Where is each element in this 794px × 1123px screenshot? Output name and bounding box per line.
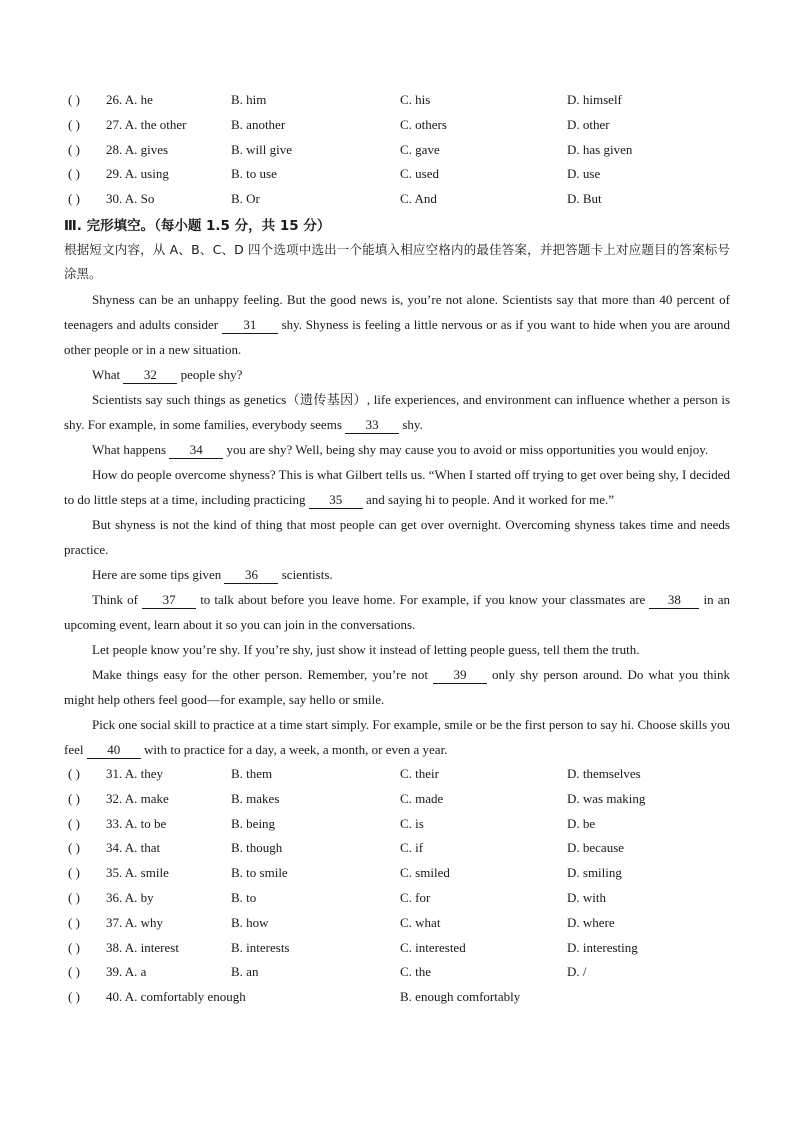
option-b: B. to use: [231, 166, 277, 182]
passage-text: What happens: [92, 441, 170, 457]
question-38: [64, 936, 730, 961]
question-list-bottom: [64, 762, 730, 1010]
blank-40: 40: [87, 742, 141, 759]
blank-32: 32: [123, 367, 177, 384]
option-a: 30. A. So: [106, 191, 155, 207]
passage-paragraph: [64, 712, 730, 762]
option-c: C. others: [400, 116, 447, 132]
passage-paragraph: But shyness is not the kind of thing that most people can get over overnight. Overcoming shyness takes time and needs practice.: [64, 516, 730, 557]
option-a: 37. A. why: [106, 914, 164, 930]
passage-text: How do people overcome shyness? This is what Gilbert tells us. “When I started off trying to get over being shy, I decided to do little steps at a time, including practicing: [64, 466, 730, 507]
option-a: 27. A. the other: [106, 116, 187, 132]
option-a: 38. A. interest: [106, 939, 179, 955]
question-29: [64, 162, 730, 187]
passage-paragraph: Let people know you’re shy. If you’re shy, just show it instead of letting people guess, tell them the truth.: [92, 641, 640, 657]
option-d: D. themselves: [567, 765, 641, 781]
passage-text: Shyness can be an unhappy feeling. But the good news is, you’re not alone. Scientists say that more than 40 percent of teenagers and adults consider: [64, 291, 730, 332]
question-26: [64, 88, 730, 113]
question-list-top: [64, 88, 730, 212]
option-a: 29. A. using: [106, 166, 169, 182]
question-40: [64, 985, 730, 1010]
passage-text: Think of: [92, 591, 143, 607]
passage-text: only shy person around. Do what you think might help others feel good—for example, say hello or smile.: [64, 666, 730, 707]
option-c: C. if: [400, 840, 424, 856]
option-d: D. /: [567, 964, 587, 980]
option-c: C. gave: [400, 141, 440, 157]
option-b: B. how: [231, 914, 269, 930]
passage-paragraph: [64, 562, 730, 587]
question-30: [64, 187, 730, 212]
question-36: [64, 886, 730, 911]
option-b: B. interests: [231, 939, 290, 955]
passage-text: What: [92, 366, 124, 382]
option-d: D. because: [567, 840, 625, 856]
passage-paragraph: [64, 287, 730, 362]
option-a: 28. A. gives: [106, 141, 169, 157]
answer-bracket: ( ): [68, 939, 80, 955]
option-c: C. interested: [400, 939, 466, 955]
question-32: [64, 787, 730, 812]
blank-31: 31: [222, 317, 278, 334]
option-b: B. enough comfortably: [400, 989, 521, 1005]
blank-34: 34: [169, 442, 223, 459]
passage-text: in an upcoming event, learn about it so you can join in the conversations.: [64, 591, 731, 632]
passage-paragraph: [64, 437, 730, 462]
passage-paragraph: [64, 362, 730, 387]
passage-paragraph: [64, 662, 730, 712]
section-instructions: 根据短文内容，从 A、B、C、D 四个选项中选出一个能填入相应空格内的最佳答案，并把答题卡上对应题目的答案标号涂黑。: [64, 241, 730, 282]
option-d: D. was making: [567, 790, 646, 806]
option-a: 31. A. they: [106, 765, 164, 781]
option-d: D. has given: [567, 141, 633, 157]
option-c: C. what: [400, 914, 441, 930]
passage-paragraph: [64, 462, 730, 512]
answer-bracket: ( ): [68, 790, 80, 806]
passage-text: Pick one social skill to practice at a time start simply. For example, smile or be the first person to say hi. Choose skills you feel: [64, 716, 730, 757]
question-33: [64, 812, 730, 837]
answer-bracket: ( ): [68, 141, 80, 157]
answer-bracket: ( ): [68, 191, 80, 207]
answer-bracket: ( ): [68, 92, 80, 107]
question-28: [64, 138, 730, 163]
option-d: D. with: [567, 889, 606, 905]
passage-paragraph: [64, 587, 730, 637]
answer-bracket: ( ): [68, 765, 80, 781]
option-c: C. made: [400, 790, 444, 806]
option-d: D. be: [567, 815, 596, 831]
option-b: B. though: [231, 840, 283, 856]
option-b: B. Or: [231, 191, 260, 207]
option-b: B. another: [231, 116, 286, 132]
option-b: B. being: [231, 815, 276, 831]
option-c: C. for: [400, 889, 431, 905]
option-d: D. where: [567, 914, 615, 930]
passage-text: Make things easy for the other person. Remember, you’re not: [92, 666, 433, 682]
option-b: B. to smile: [231, 865, 288, 881]
option-c: C. is: [400, 815, 424, 831]
option-c: C. used: [400, 166, 439, 182]
passage-text: people shy?: [177, 366, 243, 382]
question-37: [64, 911, 730, 936]
option-a: 35. A. smile: [106, 865, 169, 881]
question-34: [64, 836, 730, 861]
option-a: 40. A. comfortably enough: [106, 989, 246, 1005]
question-27: [64, 113, 730, 138]
answer-bracket: ( ): [68, 989, 80, 1005]
option-d: D. But: [567, 191, 602, 207]
blank-33: 33: [345, 417, 399, 434]
option-d: D. use: [567, 166, 601, 182]
option-c: C. smiled: [400, 865, 450, 881]
cloze-passage: [64, 287, 730, 762]
option-b: B. an: [231, 964, 259, 980]
passage-text: Here are some tips given: [92, 566, 225, 582]
option-b: B. to: [231, 889, 257, 905]
passage-text: with to practice for a day, a week, a month, or even a year.: [140, 741, 448, 757]
passage-paragraph: [64, 387, 730, 437]
option-a: 34. A. that: [106, 840, 161, 856]
option-d: D. other: [567, 116, 610, 132]
option-c: C. their: [400, 765, 439, 781]
passage-text: shy. Shyness is feeling a little nervous or as if you want to hide when you are around other people or in a new situation.: [64, 316, 730, 357]
answer-bracket: ( ): [68, 889, 80, 905]
answer-bracket: ( ): [68, 116, 80, 132]
passage-text: scientists.: [278, 566, 333, 582]
option-b: B. him: [231, 92, 267, 107]
option-d: D. himself: [567, 92, 622, 107]
option-c: C. the: [400, 964, 432, 980]
answer-bracket: ( ): [68, 840, 80, 856]
question-35: [64, 861, 730, 886]
answer-bracket: ( ): [68, 815, 80, 831]
section-title: Ⅲ. 完形填空。（每小题 1.5 分，共 15 分）: [64, 217, 331, 234]
passage-text: to talk about before you leave home. For example, if you know your classmates are: [196, 591, 650, 607]
passage-text: shy.: [399, 416, 423, 432]
blank-38: 38: [649, 592, 699, 609]
option-b: B. makes: [231, 790, 280, 806]
option-b: B. will give: [231, 141, 293, 157]
option-a: 33. A. to be: [106, 815, 167, 831]
option-c: C. his: [400, 92, 431, 107]
answer-bracket: ( ): [68, 964, 80, 980]
answer-bracket: ( ): [68, 166, 80, 182]
option-c: C. And: [400, 191, 437, 207]
answer-bracket: ( ): [68, 865, 80, 881]
passage-text: you are shy? Well, being shy may cause you to avoid or miss opportunities you would enjoy.: [223, 441, 709, 457]
option-a: 36. A. by: [106, 889, 154, 905]
option-d: D. interesting: [567, 939, 638, 955]
question-39: [64, 960, 730, 985]
exam-page: [64, 88, 730, 1010]
blank-36: 36: [224, 567, 278, 584]
option-d: D. smiling: [567, 865, 622, 881]
passage-text: and saying hi to people. And it worked for me.”: [362, 491, 615, 507]
blank-35: 35: [309, 492, 363, 509]
question-31: [64, 762, 730, 787]
blank-37: 37: [142, 592, 196, 609]
blank-39: 39: [433, 667, 487, 684]
option-a: 26. A. he: [106, 92, 153, 107]
option-a: 39. A. a: [106, 964, 147, 980]
passage-text: Scientists say such things as genetics（遗传基因）, life experiences, and environment can influence whether a person is shy. For example, in some families, everybody seems: [64, 391, 730, 432]
option-b: B. them: [231, 765, 273, 781]
answer-bracket: ( ): [68, 914, 80, 930]
option-a: 32. A. make: [106, 790, 169, 806]
